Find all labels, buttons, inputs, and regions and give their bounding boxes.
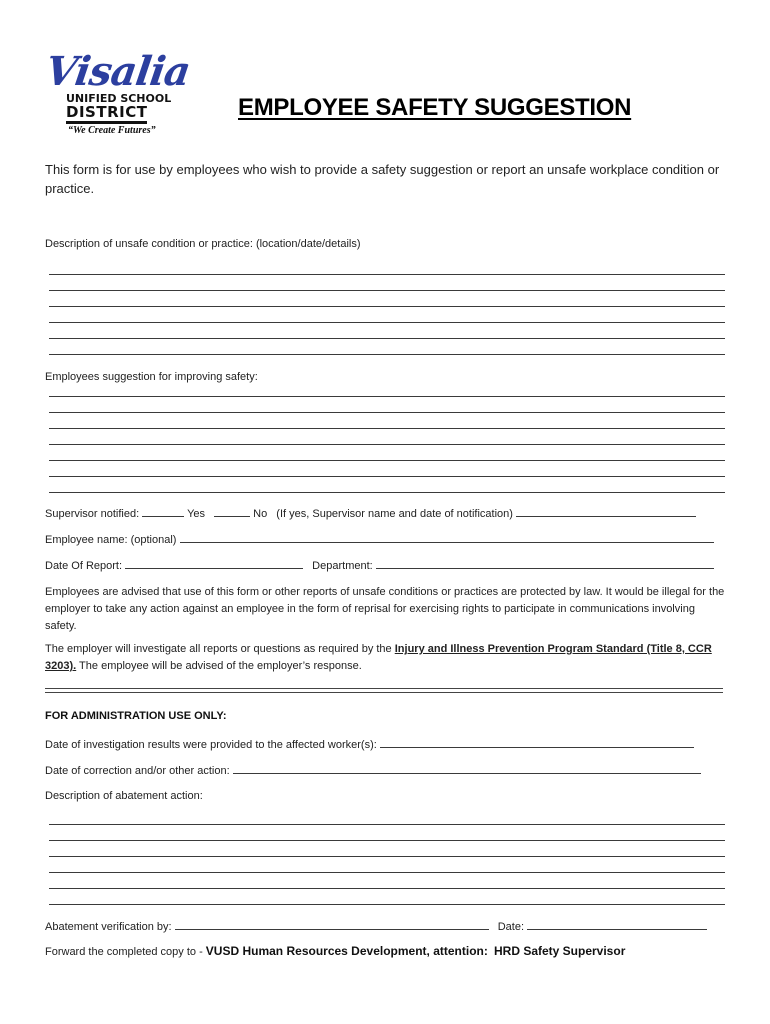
investigation-text-after: The employee will be advised of the employer’s response. (76, 660, 362, 672)
forward-org: VUSD Human Resources Development, attention: (205, 944, 488, 958)
description-line[interactable] (49, 306, 725, 307)
description-line[interactable] (49, 290, 725, 291)
suggestion-line[interactable] (49, 428, 725, 429)
employee-name-field[interactable] (180, 532, 714, 543)
supervisor-note: (If yes, Supervisor name and date of notification) (276, 508, 513, 520)
logo-line-2: DISTRICT (66, 104, 147, 124)
abatement-line[interactable] (49, 824, 725, 825)
verification-date-label: Date: (497, 921, 524, 933)
employee-name-row (45, 532, 714, 546)
correction-date-field[interactable] (233, 763, 701, 774)
description-label: Description of unsafe condition or practice: (location/date/details) (45, 238, 361, 250)
correction-date-row (45, 763, 701, 777)
supervisor-yes-blank[interactable] (142, 506, 184, 517)
description-line[interactable] (49, 322, 725, 323)
description-line[interactable] (49, 338, 725, 339)
description-line[interactable] (49, 274, 725, 275)
section-separator (45, 688, 723, 693)
logo-script: Visalia (42, 48, 193, 95)
suggestion-line[interactable] (49, 412, 725, 413)
supervisor-yes-label: Yes (187, 508, 206, 520)
verification-date-field[interactable] (527, 919, 707, 930)
date-of-report-label: Date Of Report: (45, 560, 123, 572)
investigation-statement (45, 641, 725, 675)
abatement-line[interactable] (49, 904, 725, 905)
department-label: Department: (312, 560, 373, 572)
suggestion-line[interactable] (49, 492, 725, 493)
abatement-line[interactable] (49, 888, 725, 889)
iipp-standard-reference: Injury and Illness Prevention Program Standard (Title 8, CCR 3203). (45, 643, 712, 672)
forward-prefix: Forward the completed copy to - (45, 946, 206, 958)
abatement-description-label: Description of abatement action: (45, 790, 203, 802)
report-row (45, 558, 714, 572)
suggestion-line[interactable] (49, 476, 725, 477)
logo-motto: “We Create Futures” (68, 125, 156, 136)
verification-label: Abatement verification by: (45, 921, 172, 933)
verification-field[interactable] (175, 919, 489, 930)
district-logo (42, 48, 193, 140)
supervisor-no-blank[interactable] (214, 506, 250, 517)
advisory-text: Employees are advised that use of this form or other reports of unsafe conditions or practices are protected by law. It would be illegal for the employer to take any action against an employee in the form of reprisal for exercising rights to participate in communications involving safety. (45, 586, 725, 632)
investigation-date-field[interactable] (380, 737, 694, 748)
suggestion-line[interactable] (49, 444, 725, 445)
supervisor-label: Supervisor notified: (45, 508, 140, 520)
form-title: EMPLOYEE SAFETY SUGGESTION (238, 94, 632, 121)
supervisor-name-date-field[interactable] (516, 506, 696, 517)
correction-date-label: Date of correction and/or other action: (45, 765, 230, 777)
forward-instructions (45, 944, 625, 958)
investigation-date-label: Date of investigation results were provided to the affected worker(s): (45, 739, 377, 751)
intro-text: This form is for use by employees who wish to provide a safety suggestion or report an unsafe workplace condition or practice. (45, 162, 720, 196)
abatement-line[interactable] (49, 856, 725, 857)
investigation-text-before: The employer will investigate all reports or questions as required by the (45, 643, 395, 655)
suggestion-line[interactable] (49, 460, 725, 461)
abatement-line[interactable] (49, 872, 725, 873)
investigation-date-row (45, 737, 694, 751)
description-line[interactable] (49, 354, 725, 355)
suggestion-label: Employees suggestion for improving safety: (45, 371, 258, 383)
employee-name-label: Employee name: (optional) (45, 534, 177, 546)
admin-heading: FOR ADMINISTRATION USE ONLY: (45, 710, 227, 722)
suggestion-line[interactable] (49, 396, 725, 397)
department-field[interactable] (376, 558, 714, 569)
supervisor-no-label: No (253, 508, 268, 520)
forward-recipient: HRD Safety Supervisor (493, 944, 626, 958)
verification-row (45, 919, 707, 933)
abatement-line[interactable] (49, 840, 725, 841)
logo-line-1: UNIFIED SCHOOL (66, 92, 172, 105)
date-of-report-field[interactable] (125, 558, 303, 569)
supervisor-row (45, 506, 696, 520)
